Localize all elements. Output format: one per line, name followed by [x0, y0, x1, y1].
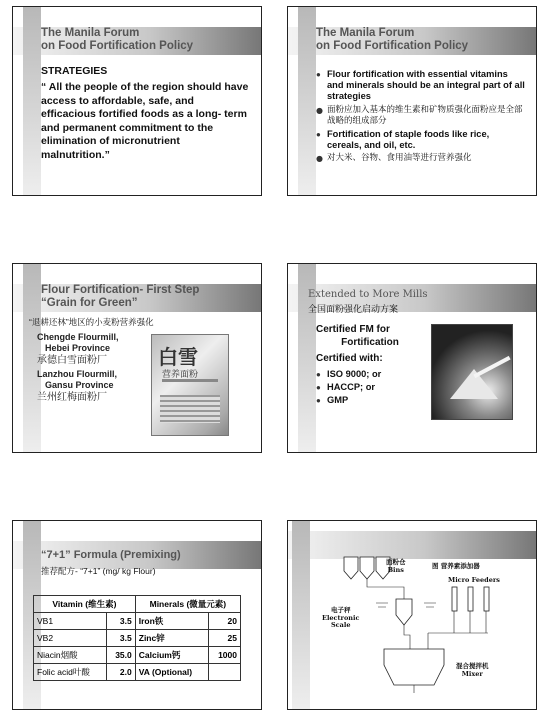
bins-label: 面粉仓 Bins — [386, 558, 406, 574]
micro-feeders-label: Micro Feeders — [448, 576, 500, 584]
bullet-list — [316, 69, 526, 167]
figure-caption: 图 营养素添加器 — [432, 562, 480, 570]
list-item: ● Fortification of staple foods like rice, cereals, and oil, etc. — [316, 129, 526, 151]
mixer-shape — [384, 649, 444, 685]
slide-subtitle: 全国面粉强化启动方案 — [308, 304, 399, 314]
formula-table — [33, 595, 241, 681]
scale-label: 电子秤 Electronic Scale — [322, 606, 360, 629]
list-item: ● 面粉应加入基本的维生素和矿物质强化面粉应是全部战略的组成部分 — [316, 105, 526, 127]
flow-line — [367, 579, 404, 599]
slide-more-mills — [287, 263, 537, 453]
slide-formula — [12, 520, 262, 710]
list-item: ● Flour fortification with essential vitamins and minerals should be an integral part of all strategies — [316, 69, 526, 103]
table-row: Folic acid叶酸 2.0 VA (Optional) — [34, 664, 241, 681]
bin-shape — [360, 557, 374, 579]
flour-pile-photo — [431, 324, 513, 420]
slide-subtitle: “退耕还林”地区的小麦粉营养强化 — [29, 317, 154, 327]
scale-hopper-shape — [396, 599, 412, 625]
bin-shape — [344, 557, 358, 579]
strategy-quote: “ All the people of the region should have access to affordable, safe, and efficacious fortified foods as a long- term and permanent commitment to the elimination of micronutrient malnutrition.” — [41, 81, 249, 161]
feeder-shape — [452, 587, 457, 611]
list-item: ● 对大米、谷物、食用油等进行营养强化 — [316, 153, 526, 164]
flow-line — [404, 625, 410, 649]
slide-title: The Manila Forum on Food Fortification Policy — [41, 27, 194, 52]
slide-manila-forum — [287, 6, 537, 196]
left-band — [298, 7, 316, 195]
strategies-heading: STRATEGIES — [41, 65, 108, 77]
list-item: ● GMP — [316, 395, 424, 406]
slide-title: Extended to More Mills — [308, 289, 428, 300]
slide-strategies — [12, 6, 262, 196]
slide-title: “7+1” Formula (Premixing) — [41, 549, 181, 561]
slide-feeder-diagram — [287, 520, 537, 710]
mill-list: Chengde Flourmill, Hebei Province 承德白雪面粉厂 Lanzhou Flourmill, Gansu Province 兰州红梅面粉厂 — [37, 332, 119, 403]
mixer-label: 混合搅拌机 Mixer — [456, 662, 489, 678]
list-item: ● ISO 9000; or — [316, 369, 424, 380]
list-item: ● HACCP; or — [316, 382, 424, 393]
slide-grain-for-green — [12, 263, 262, 453]
cert-list — [316, 369, 424, 407]
slide-subtitle: 推荐配方- “7+1” (mg/ kg Flour) — [41, 566, 156, 576]
table-row: VB2 3.5 Zinc锌 25 — [34, 630, 241, 647]
left-band — [23, 7, 41, 195]
table-header-row: Vitamin (维生素) Minerals (微量元素) — [34, 596, 241, 613]
slide-title: The Manila Forum on Food Fortification Policy — [316, 27, 469, 52]
slide-title: Flour Fortification- First Step “Grain for Green” — [41, 284, 200, 309]
cert-block: Certified FM for Fortification Certified with: ● ISO 9000; or ● HACCP; or ● GMP — [316, 324, 424, 408]
table-row: VB1 3.5 Iron铁 20 — [34, 613, 241, 630]
flow-line — [428, 611, 488, 649]
feeder-shape — [484, 587, 489, 611]
table-row: Niacin烟酸 35.0 Calcium钙 1000 — [34, 647, 241, 664]
feeder-shape — [468, 587, 473, 611]
flour-bag-photo: 白雪 营养面粉 — [151, 334, 229, 436]
